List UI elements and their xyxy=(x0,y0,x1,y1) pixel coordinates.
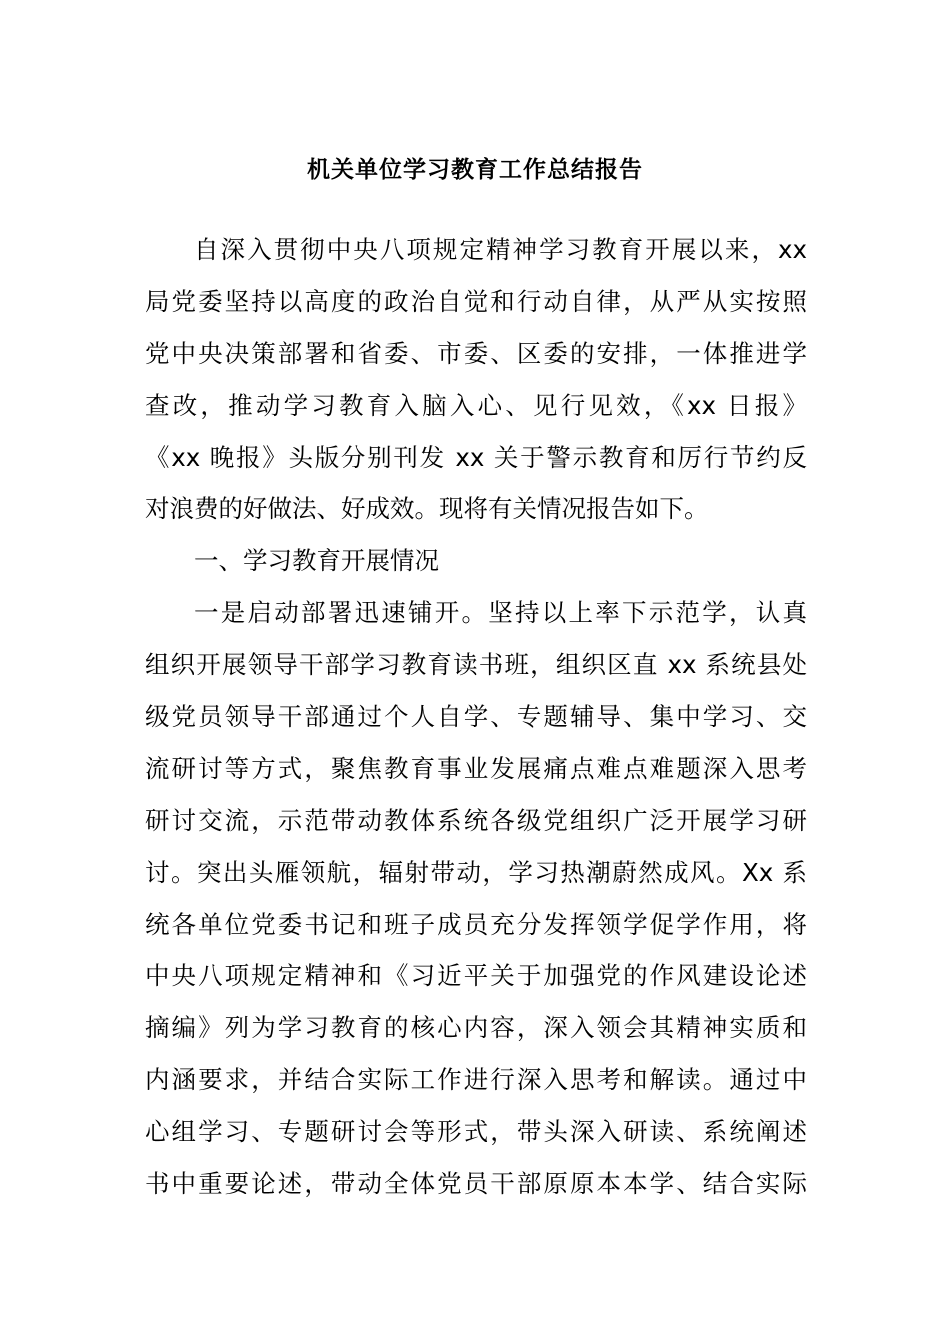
paragraph-line: 党中央决策部署和省委、市委、区委的安排，一体推进学 xyxy=(145,338,807,368)
paragraph-line: 内涵要求，并结合实际工作进行深入思考和解读。通过中 xyxy=(145,1065,807,1095)
section-heading: 一、学习教育开展情况 xyxy=(194,546,439,576)
paragraph-line: 《xx 晚报》头版分别刊发 xx 关于警示教育和厉行节约反 xyxy=(145,442,807,472)
document-body xyxy=(145,224,807,1210)
paragraph-line: 书中重要论述，带动全体党员干部原原本本学、结合实际 xyxy=(145,1169,807,1199)
paragraph-line: 讨。突出头雁领航，辐射带动，学习热潮蔚然成风。Xx 系 xyxy=(145,857,807,887)
paragraph-line: 中央八项规定精神和《习近平关于加强党的作风建设论述 xyxy=(145,961,807,991)
paragraph-line: 对浪费的好做法、好成效。现将有关情况报告如下。 xyxy=(145,494,709,524)
paragraph-line: 统各单位党委书记和班子成员充分发挥领学促学作用，将 xyxy=(145,909,807,939)
paragraph-line: 局党委坚持以高度的政治自觉和行动自律，从严从实按照 xyxy=(145,286,807,316)
paragraph-line: 自深入贯彻中央八项规定精神学习教育开展以来，xx xyxy=(194,235,807,264)
paragraph-line: 组织开展领导干部学习教育读书班，组织区直 xx 系统县处 xyxy=(145,650,807,680)
paragraph-line: 研讨交流，示范带动教体系统各级党组织广泛开展学习研 xyxy=(145,805,807,835)
paragraph-line: 流研讨等方式，聚焦教育事业发展痛点难点难题深入思考 xyxy=(145,753,807,783)
paragraph-line: 一是启动部署迅速铺开。坚持以上率下示范学，认真 xyxy=(194,598,807,628)
document-title: 机关单位学习教育工作总结报告 xyxy=(307,157,643,183)
paragraph-line: 级党员领导干部通过个人自学、专题辅导、集中学习、交 xyxy=(145,702,807,732)
paragraph-line: 查改，推动学习教育入脑入心、见行见效，《xx 日报》 xyxy=(145,390,807,420)
paragraph-line: 摘编》列为学习教育的核心内容，深入领会其精神实质和 xyxy=(145,1013,807,1043)
paragraph-line: 心组学习、专题研讨会等形式，带头深入研读、系统阐述 xyxy=(145,1117,807,1147)
